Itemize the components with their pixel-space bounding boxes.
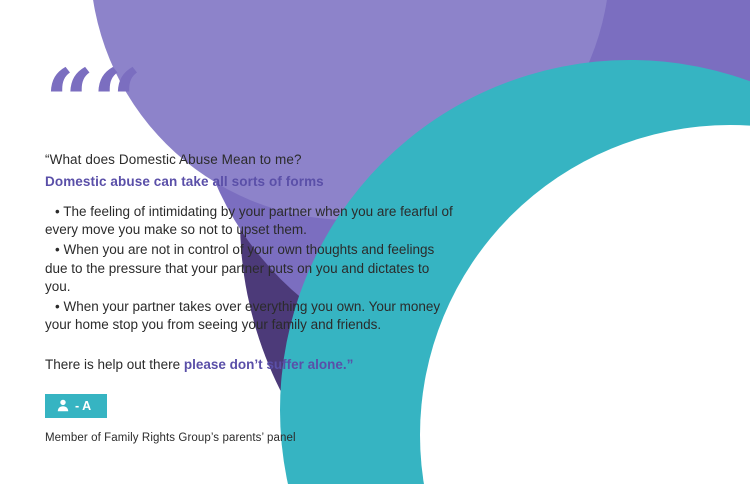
attribution-badge-label: - A bbox=[75, 398, 92, 413]
list-item: • The feeling of intimidating by your partner when you are fearful of every move you make so not to upset them. bbox=[45, 204, 453, 238]
list-item: • When your partner takes over everything you own. Your money your home stop you from seeing your family and friends. bbox=[45, 299, 441, 333]
quote-content bbox=[45, 51, 455, 444]
list-item: • When you are not in control of your own thoughts and feelings due to the pressure that your partner puts on you and dictates to you. bbox=[45, 242, 435, 294]
attribution-badge bbox=[45, 394, 107, 418]
attribution-caption: Member of Family Rights Group’s parents’ panel bbox=[45, 431, 296, 444]
person-icon bbox=[57, 399, 69, 412]
closing-prefix: There is help out there bbox=[45, 356, 184, 372]
closing-emphasis: please don’t suffer alone.” bbox=[183, 356, 354, 372]
bottom-white-band bbox=[0, 484, 750, 500]
quote-bullet-list bbox=[45, 203, 455, 335]
quote-closing-line bbox=[45, 357, 455, 372]
quotation-mark-icon: ““ bbox=[45, 51, 140, 152]
quote-subheading: Domestic abuse can take all sorts of forms bbox=[45, 174, 324, 189]
quote-question: “What does Domestic Abuse Mean to me? bbox=[45, 152, 302, 167]
